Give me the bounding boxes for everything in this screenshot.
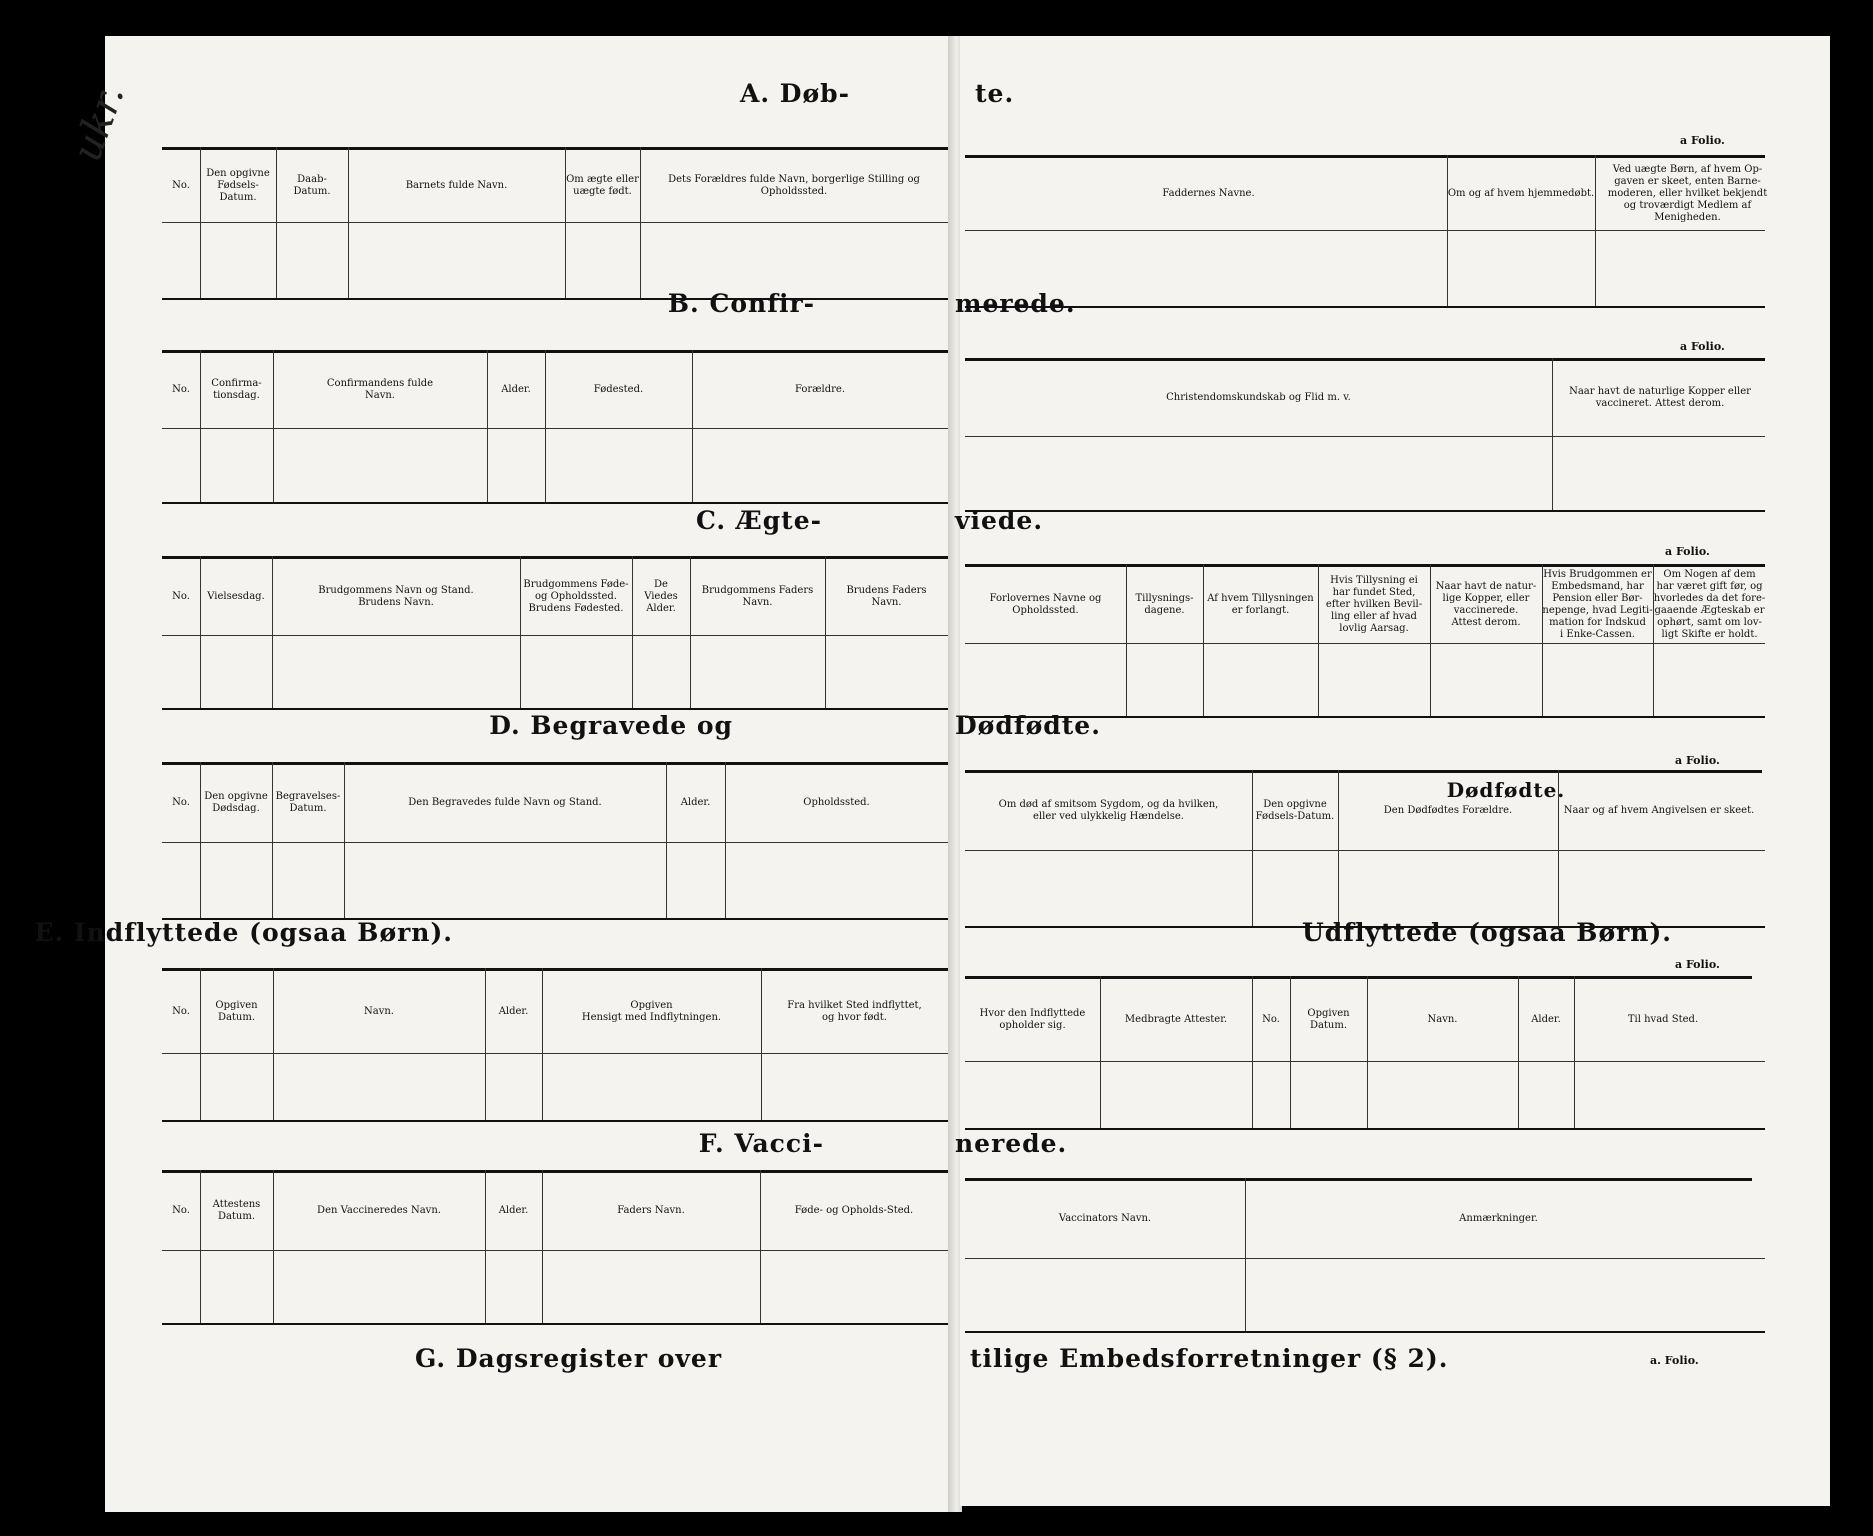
section-a-bottom-rule-right [965, 306, 1765, 308]
section-c-column-header: De Viedes Alder. [644, 578, 678, 614]
section-c-column-header-right: Hvis Brudgommen er Embedsmand, har Pension eller Bør- nepenge, hvad Legiti- mation for Indskud i Enke-Cassen. [1542, 568, 1653, 640]
section-f-column-header-right: Vaccinators Navn. [1058, 1213, 1152, 1224]
section-d-column-header: Den opgivne Dødsdag. [204, 791, 268, 814]
section-b-column-header: Confirma- tionsdag. [211, 378, 262, 401]
section-f-header-line-right [965, 1258, 1765, 1259]
section-b-bottom-rule-left [162, 502, 948, 504]
section-f-header-line-left [162, 1250, 948, 1251]
section-d-heading-right: Dødfødte. [955, 711, 1101, 740]
section-d-column-header-right: Om død af smitsom Sygdom, og da hvilken, eller ved ulykkelig Hændelse. [998, 799, 1219, 822]
section-e-header-line-left [162, 1053, 948, 1054]
section-c-column-header-right: Naar havt de natur- lige Kopper, eller vaccinerede. Attest derom. [1435, 580, 1537, 628]
section-f-column-header: Attestens Datum. [212, 1199, 261, 1222]
section-e-column-header: Fra hvilket Sted indflyttet, og hvor født. [787, 999, 922, 1023]
section-e-header-line-right [965, 1061, 1765, 1062]
margin-note: ukr. [63, 78, 134, 168]
section-d-subheading: Dødfødte. [1446, 778, 1566, 802]
section-b-column-header-right: Christendomskundskab og Flid m. v. [1166, 392, 1351, 403]
section-a-top-rule-left [162, 147, 948, 150]
section-d-column-header-right: Den Dødfødtes Forældre. [1383, 805, 1513, 816]
section-e-top-rule-right [965, 976, 1752, 979]
section-d-top-rule-right [965, 770, 1762, 773]
section-d-column-header: Den Begravedes fulde Navn og Stand. [408, 797, 602, 808]
section-c-column-header-right: Hvis Tillysning ei har fundet Sted, efter hvilken Bevil- ling eller af hvad lovlig Aarsag. [1325, 574, 1423, 634]
section-a-column-header-right: Faddernes Navne. [1162, 187, 1255, 199]
section-c-heading-right: viede. [955, 506, 1044, 535]
section-f-column-header: Alder. [498, 1205, 529, 1216]
section-c-column-header-right: Forlovernes Navne og Opholdssted. [989, 592, 1102, 616]
section-f-bottom-rule-right [965, 1331, 1765, 1333]
section-e-column-header-right: Alder. [1531, 1013, 1561, 1025]
section-e-column-header-right: Opgiven Datum. [1307, 1007, 1350, 1031]
section-b-bottom-rule-right [965, 510, 1765, 512]
section-a-column-header-right: Ved uægte Børn, af hvem Op- gaven er skeet, enten Barne- moderen, eller hvilket bekjendt og troværdigt Medlem af Menigheden. [1607, 163, 1768, 223]
section-a-column-header: Dets Forældres fulde Navn, borgerlige Stilling og Opholdssted. [668, 173, 920, 197]
section-b-heading: B. Confir- [667, 289, 815, 318]
section-e-top-rule-left [162, 968, 948, 971]
section-e-heading-right: Udflyttede (ogsaa Børn). [1302, 918, 1672, 947]
section-c-header-line-right [965, 643, 1765, 644]
section-c-column-header: Vielsesdag. [207, 590, 265, 602]
section-a-folio: a Folio. [1680, 134, 1725, 147]
section-c-column-header: Brudgommens Faders Navn. [701, 584, 814, 608]
section-b-column-header: No. [172, 384, 190, 395]
section-b-top-rule-right [965, 358, 1765, 361]
section-a-column-header: Barnets fulde Navn. [405, 179, 508, 191]
section-b-column-header: Confirmandens fulde Navn. [326, 378, 434, 401]
section-c-top-rule-right [965, 564, 1765, 567]
section-c-heading: C. Ægte- [695, 506, 822, 535]
section-b-folio: a Folio. [1680, 340, 1725, 353]
section-a-column-header: No. [172, 179, 190, 191]
section-d-heading: D. Begravede og [489, 711, 733, 740]
section-c-column-header-right: Af hvem Tillysningen er forlangt. [1207, 592, 1314, 616]
section-e-heading: E. Indflyttede (ogsaa Børn). [34, 918, 453, 947]
section-c-header-line-left [162, 635, 948, 636]
section-f-heading: F. Vacci- [698, 1129, 824, 1158]
section-f-column-header: No. [172, 1205, 190, 1216]
section-c-top-rule-left [162, 556, 948, 559]
section-d-header-line-left [162, 842, 948, 843]
section-f-column-header: Faders Navn. [617, 1205, 685, 1216]
section-g-folio: a. Folio. [1650, 1354, 1699, 1367]
section-c-bottom-rule-left [162, 708, 948, 710]
section-b-top-rule-left [162, 350, 948, 353]
section-e-bottom-rule-right [965, 1128, 1765, 1130]
section-b-header-line-right [965, 436, 1765, 437]
section-a-top-rule-right [965, 155, 1765, 158]
section-c-column-header: No. [172, 590, 190, 602]
section-a-bottom-rule-left [162, 298, 948, 300]
section-b-column-header: Alder. [501, 384, 531, 395]
section-a-column-header-right: Om og af hvem hjemmedøbt. [1447, 187, 1595, 199]
section-d-column-header-right: Den opgivne Fødsels-Datum. [1255, 799, 1335, 822]
section-e-folio: a Folio. [1675, 958, 1720, 971]
section-f-bottom-rule-left [162, 1323, 948, 1325]
section-e-column-header: No. [172, 1005, 190, 1017]
section-a-heading-right: te. [975, 79, 1015, 108]
section-b-column-header: Forældre. [794, 384, 846, 395]
section-a-heading: A. Døb- [739, 79, 850, 108]
section-c-column-header-right: Om Nogen af dem har været gift før, og hvorledes da det fore- gaaende Ægteskab er ophørt, samt om lov- ligt Skifte er holdt. [1653, 568, 1766, 640]
section-b-column-header-right: Naar havt de naturlige Kopper eller vaccineret. Attest derom. [1569, 386, 1751, 409]
section-a-header-line-left [162, 222, 948, 223]
section-e-bottom-rule-left [162, 1120, 948, 1122]
section-a-header-line-right [965, 230, 1765, 231]
section-a-column-header: Daab- Datum. [293, 173, 331, 197]
section-f-heading-right: nerede. [955, 1129, 1068, 1158]
section-e-column-header: Opgiven Hensigt med Indflytningen. [581, 999, 722, 1023]
section-d-column-header: Alder. [680, 797, 711, 808]
section-d-column-header-right: Naar og af hvem Angivelsen er skeet. [1563, 805, 1755, 816]
section-f-top-rule-right [965, 1178, 1752, 1181]
section-a-column-header: Den opgivne Fødsels- Datum. [206, 167, 270, 203]
section-f-column-header-right: Anmærkninger. [1459, 1213, 1538, 1224]
section-e-column-header-right: Til hvad Sted. [1627, 1013, 1699, 1025]
section-e-column-header: Alder. [498, 1005, 529, 1017]
section-d-column-header: Begravelses- Datum. [275, 791, 341, 814]
section-e-column-header-right: Navn. [1427, 1013, 1458, 1025]
section-f-column-header: Føde- og Opholds-Sted. [794, 1205, 914, 1216]
section-b-column-header: Fødested. [593, 384, 644, 395]
section-c-column-header-right: Tillysnings- dagene. [1135, 592, 1194, 616]
section-e-column-header: Opgiven Datum. [215, 999, 258, 1023]
section-b-heading-right: merede. [955, 289, 1076, 318]
section-d-top-rule-left [162, 762, 948, 765]
section-c-column-header: Brudens Faders Navn. [846, 584, 927, 608]
section-b-header-line-left [162, 428, 948, 429]
section-f-column-header: Den Vaccineredes Navn. [317, 1205, 441, 1216]
section-c-column-header: Brudgommens Navn og Stand. Brudens Navn. [318, 584, 474, 608]
section-g-heading: G. Dagsregister over [414, 1344, 722, 1373]
section-d-column-header: No. [172, 797, 190, 808]
section-e-column-header: Navn. [364, 1005, 394, 1017]
section-d-column-header: Opholdssted. [803, 797, 870, 808]
section-e-column-header-right: Medbragte Attester. [1124, 1013, 1228, 1025]
section-c-column-header: Brudgommens Føde- og Opholdssted. Brudens Fødested. [523, 578, 629, 614]
section-d-folio: a Folio. [1675, 754, 1720, 767]
section-d-header-line-right [965, 850, 1765, 851]
section-a-column-header: Om ægte eller uægte født. [566, 173, 639, 197]
section-g-heading-right: tilige Embedsforretninger (§ 2). [970, 1344, 1449, 1373]
section-e-column-header-right: Hvor den Indflyttede opholder sig. [979, 1007, 1086, 1031]
section-f-top-rule-left [162, 1170, 948, 1173]
section-c-folio: a Folio. [1665, 545, 1710, 558]
section-e-column-header-right: No. [1262, 1013, 1280, 1025]
